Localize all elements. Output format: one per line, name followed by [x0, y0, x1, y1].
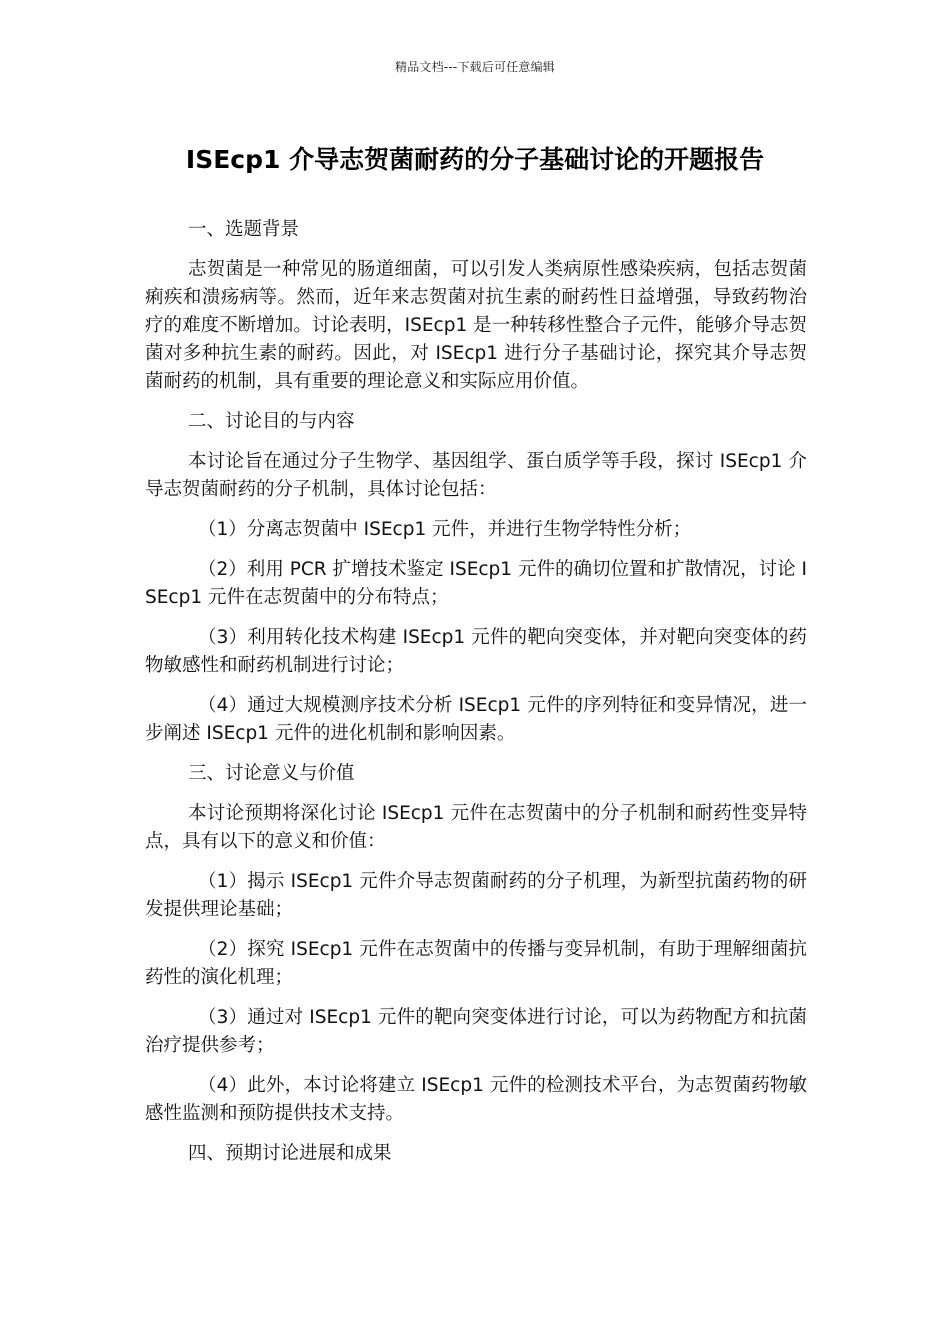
paragraph-background: 志贺菌是一种常见的肠道细菌，可以引发人类病原性感染疾病，包括志贺菌痢疾和溃疡病等。然而，近年来志贺菌对抗生素的耐药性日益增强，导致药物治疗的难度不断增加。讨论表明，ISEcp1 是一种转移性整合子元件，能够介导志贺菌对多种抗生素的耐药。因此，对 ISEcp1 进行分子基础讨论，探究其介导志贺菌耐药的机制，具有重要的理论意义和实际应用价值。	[145, 259, 807, 392]
section-heading-objectives: 二、讨论目的与内容	[188, 411, 355, 432]
objective-item-4: （4）通过大规模测序技术分析 ISEcp1 元件的序列特征和变异情况，进一步阐述 ISEcp1 元件的进化机制和影响因素。	[145, 695, 807, 744]
section-heading-background: 一、选题背景	[188, 219, 300, 240]
header-note: 精品文档---下载后可任意编辑	[395, 60, 555, 74]
paragraph-objectives: 本讨论旨在通过分子生物学、基因组学、蛋白质学等手段，探讨 ISEcp1 介导志贺菌耐药的分子机制，具体讨论包括：	[145, 451, 807, 500]
objective-item-2: （2）利用 PCR 扩增技术鉴定 ISEcp1 元件的确切位置和扩散情况，讨论 ISEcp1 元件在志贺菌中的分布特点；	[145, 559, 807, 608]
objective-item-1: （1）分离志贺菌中 ISEcp1 元件，并进行生物学特性分析；	[198, 519, 692, 540]
section-heading-significance: 三、讨论意义与价值	[188, 763, 355, 784]
objective-item-3: （3）利用转化技术构建 ISEcp1 元件的靶向突变体，并对靶向突变体的药物敏感性和耐药机制进行讨论；	[145, 627, 807, 676]
document-body	[145, 216, 807, 1180]
document-title: ISEcp1 介导志贺菌耐药的分子基础讨论的开题报告	[185, 145, 765, 174]
significance-item-4: （4）此外，本讨论将建立 ISEcp1 元件的检测技术平台，为志贺菌药物敏感性监测和预防提供技术支持。	[145, 1075, 807, 1124]
section-heading-progress: 四、预期讨论进展和成果	[188, 1143, 392, 1164]
significance-item-1: （1）揭示 ISEcp1 元件介导志贺菌耐药的分子机理，为新型抗菌药物的研发提供理论基础；	[145, 871, 807, 920]
paragraph-significance: 本讨论预期将深化讨论 ISEcp1 元件在志贺菌中的分子机制和耐药性变异特点，具有以下的意义和价值：	[145, 803, 807, 852]
significance-item-3: （3）通过对 ISEcp1 元件的靶向突变体进行讨论，可以为药物配方和抗菌治疗提供参考；	[145, 1007, 807, 1056]
significance-item-2: （2）探究 ISEcp1 元件在志贺菌中的传播与变异机制，有助于理解细菌抗药性的演化机理；	[145, 939, 807, 988]
